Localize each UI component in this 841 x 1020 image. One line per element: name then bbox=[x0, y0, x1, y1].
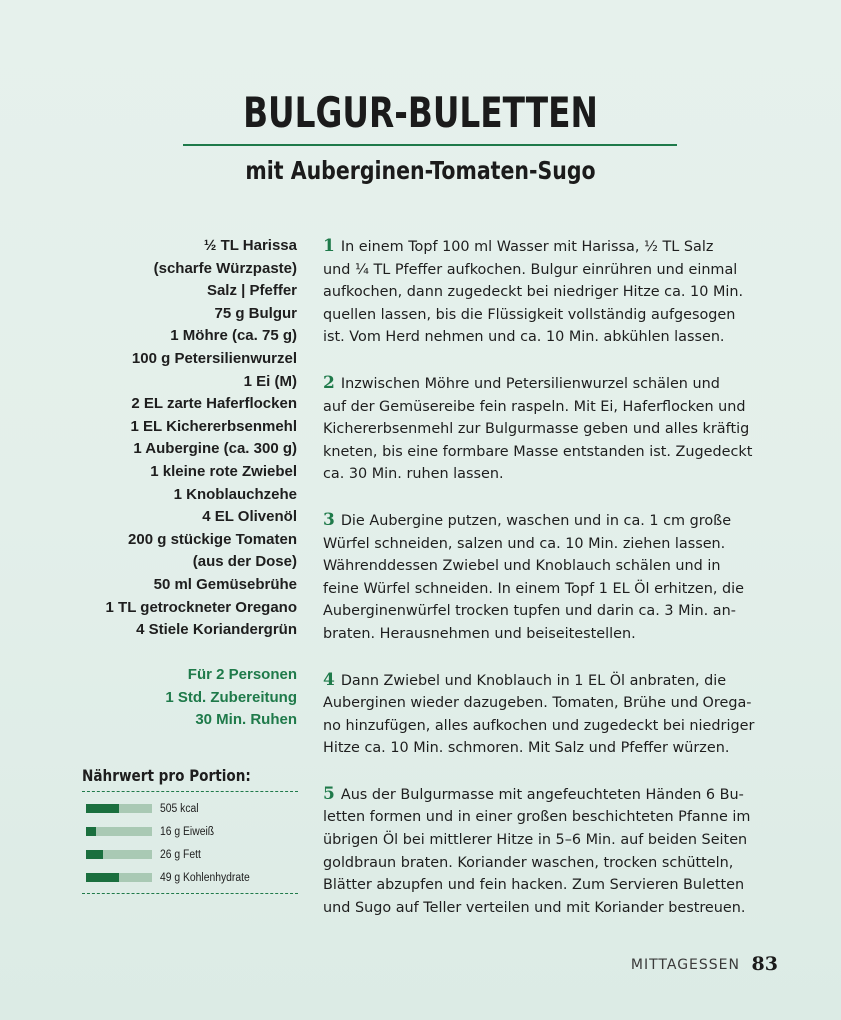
step-text: kneten, bis eine formbare Masse entstanden ist. Zugedeckt bbox=[323, 443, 753, 460]
nutrition-label: 26 g Fett bbox=[160, 848, 201, 861]
step-text: Aus der Bulgurmasse mit angefeuchteten Händen 6 Bu- bbox=[340, 786, 744, 803]
page-number: 83 bbox=[751, 953, 778, 975]
step-number: 1 bbox=[323, 236, 335, 256]
title-divider bbox=[183, 144, 677, 146]
step-text: braten. Herausnehmen und beiseitestellen. bbox=[323, 625, 636, 642]
step-text: letten formen und in einer großen beschichteten Pfanne im bbox=[323, 809, 751, 826]
ingredient-item: 50 ml Gemüsebrühe bbox=[153, 575, 297, 593]
step-text: ist. Vom Herd nehmen und ca. 10 Min. abkühlen lassen. bbox=[323, 329, 725, 346]
step-1 bbox=[323, 235, 793, 349]
step-number: 5 bbox=[323, 783, 335, 804]
nutrition-label: 505 kcal bbox=[160, 802, 199, 815]
ingredient-item: 75 g Bulgur bbox=[214, 304, 297, 322]
ingredient-item: 1 Aubergine (ca. 300 g) bbox=[133, 440, 297, 458]
step-3 bbox=[323, 509, 793, 646]
step-text: Dann Zwiebel und Knoblauch in 1 EL Öl anbraten, die bbox=[340, 672, 727, 689]
ingredient-item: 1 TL getrockneter Oregano bbox=[105, 598, 297, 616]
step-text: Inzwischen Möhre und Petersilienwurzel schälen und bbox=[340, 375, 720, 392]
step-4 bbox=[323, 669, 793, 760]
step-text: Die Aubergine putzen, waschen und in ca. 1 cm große bbox=[340, 512, 732, 529]
step-text: und Sugo auf Teller verteilen und mit Koriander bestreuen. bbox=[323, 899, 746, 916]
ingredient-item: 1 EL Kichererbsenmehl bbox=[130, 417, 297, 435]
step-text: Blätter abzupfen und fein hacken. Zum Servieren Buletten bbox=[323, 877, 745, 894]
step-text: no hinzufügen, alles aufkochen und zugedeckt bei niedriger bbox=[323, 717, 755, 734]
nutrition-bar-fill bbox=[86, 873, 119, 882]
nutrition-bar-fill bbox=[86, 850, 103, 859]
ingredient-item: Salz | Pfeffer bbox=[206, 282, 297, 300]
ingredient-item: (scharfe Würzpaste) bbox=[153, 259, 297, 277]
step-text: Auberginenwürfel trocken tupfen und darin ca. 3 Min. an- bbox=[323, 603, 736, 620]
ingredient-item: 200 g stückige Tomaten bbox=[128, 530, 297, 548]
step-5 bbox=[323, 783, 793, 920]
nutrition-bar bbox=[86, 873, 152, 882]
ingredient-item: 100 g Petersilienwurzel bbox=[131, 349, 297, 367]
recipe-meta bbox=[37, 664, 297, 732]
nutrition-row bbox=[82, 797, 298, 820]
nutrition-bottom-divider bbox=[82, 893, 298, 894]
nutrition-row bbox=[82, 866, 298, 889]
step-text: übrigen Öl bei mittlerer Hitze in 5–6 Min. auf beiden Seiten bbox=[323, 832, 748, 849]
step-text: ca. 30 Min. ruhen lassen. bbox=[323, 466, 504, 483]
nutrition-bar-fill bbox=[86, 827, 96, 836]
ingredient-item: 4 EL Olivenöl bbox=[202, 508, 297, 526]
servings-label: Für 2 Personen bbox=[187, 666, 297, 683]
ingredient-item: 2 EL zarte Haferflocken bbox=[131, 395, 297, 413]
prep-time-label: 1 Std. Zubereitung bbox=[165, 688, 297, 706]
step-text: In einem Topf 100 ml Wasser mit Harissa, ½ TL Salz bbox=[340, 239, 714, 255]
ingredient-item: (aus der Dose) bbox=[192, 553, 297, 571]
ingredient-item: 1 Ei (M) bbox=[243, 372, 297, 390]
step-number: 4 bbox=[323, 669, 335, 690]
ingredient-item: 1 Möhre (ca. 75 g) bbox=[170, 327, 297, 345]
nutrition-row bbox=[82, 843, 298, 866]
instruction-steps bbox=[323, 235, 793, 942]
step-text: Würfel schneiden, salzen und ca. 10 Min. ziehen lassen. bbox=[323, 535, 726, 552]
ingredient-list bbox=[37, 235, 297, 642]
step-text: auf der Gemüsereibe fein raspeln. Mit Ei, Haferflocken und bbox=[323, 398, 746, 415]
step-text: feine Würfel schneiden. In einem Topf 1 EL Öl erhitzen, die bbox=[323, 580, 745, 597]
step-text: aufkochen, dann zugedeckt bei niedriger Hitze ca. 10 Min. bbox=[323, 284, 744, 301]
step-text: Hitze ca. 10 Min. schmoren. Mit Salz und Pfeffer würzen. bbox=[323, 740, 730, 757]
section-label: MITTAGESSEN bbox=[630, 957, 740, 973]
page-title: BULGUR-BULETTEN bbox=[243, 88, 598, 137]
ingredient-item: 4 Stiele Koriandergrün bbox=[136, 621, 297, 639]
step-2 bbox=[323, 372, 793, 486]
page-subtitle: mit Auberginen-Tomaten-Sugo bbox=[245, 156, 596, 185]
step-number: 3 bbox=[323, 509, 335, 530]
nutrition-bar bbox=[86, 804, 152, 813]
step-text: Auberginen wieder dazugeben. Tomaten, Brühe und Orega- bbox=[323, 695, 752, 712]
ingredient-item: 1 Knoblauchzehe bbox=[173, 485, 297, 503]
ingredient-item: ½ TL Harissa bbox=[203, 237, 297, 254]
nutrition-bar bbox=[86, 827, 152, 836]
nutrition-box bbox=[82, 766, 298, 894]
nutrition-bar-fill bbox=[86, 804, 119, 813]
ingredient-item: 1 kleine rote Zwiebel bbox=[150, 462, 297, 480]
nutrition-label: 49 g Kohlenhydrate bbox=[160, 871, 250, 884]
step-text: und ¼ TL Pfeffer aufkochen. Bulgur einrühren und einmal bbox=[323, 261, 738, 278]
step-number: 2 bbox=[323, 372, 335, 393]
step-text: Währenddessen Zwiebel und Knoblauch schälen und in bbox=[323, 558, 721, 575]
nutrition-bar bbox=[86, 850, 152, 859]
nutrition-row bbox=[82, 820, 298, 843]
nutrition-label: 16 g Eiweiß bbox=[160, 825, 215, 838]
rest-time-label: 30 Min. Ruhen bbox=[195, 711, 297, 729]
step-text: quellen lassen, bis die Flüssigkeit vollständig aufgesogen bbox=[323, 306, 736, 323]
step-text: goldbraun braten. Koriander waschen, trocken schütteln, bbox=[323, 854, 734, 871]
step-text: Kichererbsenmehl zur Bulgurmasse geben und alles kräftig bbox=[323, 421, 750, 438]
nutrition-title: Nährwert pro Portion: bbox=[82, 766, 251, 785]
